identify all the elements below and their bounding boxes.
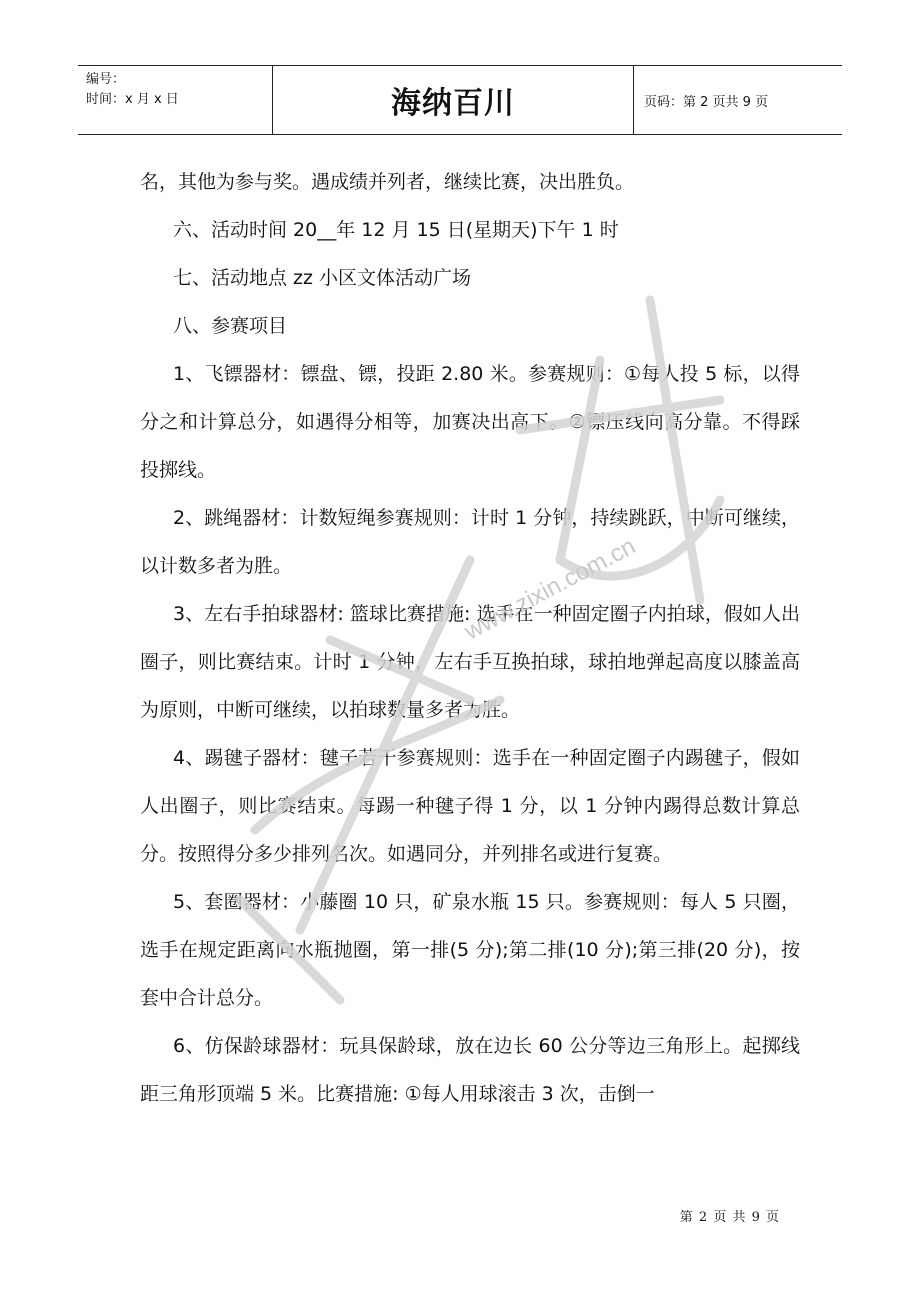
body-paragraph: 5、套圈器材：小藤圈 10 只，矿泉水瓶 15 只。参赛规则：每人 5 只圈，选手在规定距离向水瓶抛圈，第一排(5 分);第二排(10 分);第三排(20 分)，按套中合计总分。 — [140, 891, 800, 1009]
body-paragraph: 七、活动地点 zz 小区文体活动广场 — [173, 267, 472, 289]
body-paragraph: 八、参赛项目 — [173, 315, 288, 337]
body-paragraph: 名，其他为参与奖。遇成绩并列者，继续比赛，决出胜负。 — [140, 171, 635, 193]
body-paragraph: 1、飞镖器材：镖盘、镖，投距 2.80 米。参赛规则：①每人投 5 标，以得分之和计算总分，如遇得分相等，加赛决出高下。②镖压线向高分靠。不得踩投掷线。 — [140, 363, 800, 481]
body-paragraph: 六、活动时间 20__年 12 月 15 日(星期天)下午 1 时 — [173, 219, 619, 241]
watermark-url: www.zixin.com.cn — [460, 532, 641, 646]
document-body — [140, 158, 800, 1118]
header-page-label: 页码：第 2 页共 9 页 — [644, 94, 769, 110]
body-paragraph: 6、仿保龄球器材：玩具保龄球，放在边长 60 公分等边三角形上。起掷线距三角形顶端 5 米。比赛措施: ①每人用球滚击 3 次，击倒一 — [140, 1035, 800, 1105]
header-title: 海纳百川 — [273, 66, 634, 134]
number-label: 编号： — [86, 72, 126, 87]
document-header — [78, 65, 842, 135]
header-meta — [78, 66, 273, 134]
body-paragraph: 3、左右手拍球器材: 篮球比赛措施: 选手在一种固定圈子内拍球，假如人出圈子，则比赛结束。计时 1 分钟，左右手互换拍球，球拍地弹起高度以膝盖高为原则，中断可继续，以拍球数量多者为胜。 — [140, 603, 800, 721]
body-paragraph: 2、跳绳器材：计数短绳参赛规则：计时 1 分钟，持续跳跃，中断可继续，以计数多者为胜。 — [140, 507, 800, 577]
time-label: 时间：x 月 x 日 — [86, 92, 179, 107]
body-paragraph: 4、踢毽子器材：毽子若干参赛规则：选手在一种固定圈子内踢毽子，假如人出圈子，则比赛结束。每踢一种毽子得 1 分，以 1 分钟内踢得总数计算总分。按照得分多少排列名次。如遇同分，并列排名或进行复赛。 — [140, 747, 800, 865]
page-footer: 第 2 页 共 9 页 — [679, 1210, 780, 1225]
